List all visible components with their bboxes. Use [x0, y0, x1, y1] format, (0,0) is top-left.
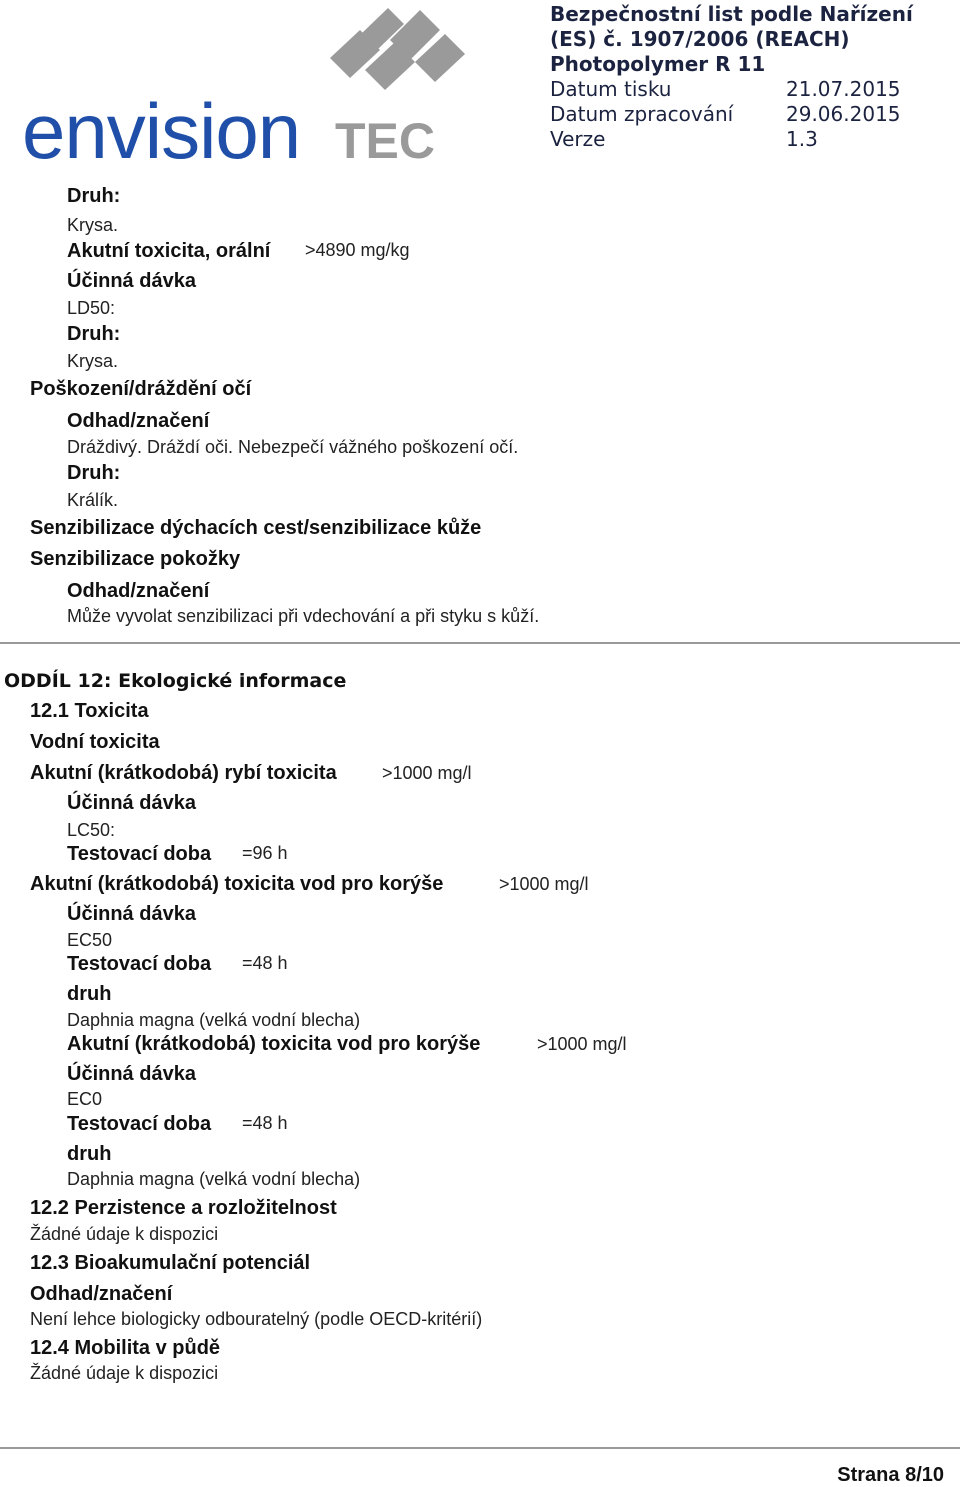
- effective-dose-value: EC0: [67, 1089, 103, 1109]
- section-divider: [0, 642, 960, 644]
- crustacean-toxicity-label: Akutní (krátkodobá) toxicita vod pro korýše: [67, 1033, 481, 1055]
- assessment-value: Není lehce biologicky odbouratelný (podle OECD-kritérií): [30, 1309, 483, 1329]
- species-label: Druh:: [67, 462, 121, 484]
- species-value: Krysa.: [67, 351, 119, 371]
- product-name: Photopolymer R 11: [550, 52, 766, 76]
- sensitization-heading: Senzibilizace dýchacích cest/senzibilizace kůže: [30, 517, 482, 539]
- effective-dose-label: Účinná dávka: [67, 270, 196, 292]
- crustacean-toxicity-value: >1000 mg/l: [537, 1034, 627, 1054]
- fish-toxicity-value: >1000 mg/l: [382, 763, 472, 783]
- effective-dose-value: LD50:: [67, 298, 116, 318]
- species-value: Daphnia magna (velká vodní blecha): [67, 1010, 361, 1030]
- effective-dose-label: Účinná dávka: [67, 903, 196, 925]
- sds-title-line1: Bezpečnostní list podle Nařízení: [550, 2, 913, 26]
- print-date-label: Datum tisku: [550, 77, 672, 101]
- eye-damage-heading: Poškození/dráždění očí: [30, 378, 252, 400]
- test-duration-value: =48 h: [242, 953, 288, 973]
- logo-mark-icon: [330, 8, 465, 90]
- effective-dose-value: LC50:: [67, 820, 116, 840]
- envisiontec-logo: [0, 0, 540, 175]
- oral-toxicity-value: >4890 mg/kg: [305, 240, 410, 260]
- document-header: [550, 2, 950, 152]
- effective-dose-label: Účinná dávka: [67, 1063, 196, 1085]
- assessment-value: Dráždivý. Dráždí oči. Nebezpečí vážného poškození očí.: [67, 437, 519, 457]
- test-duration-label: Testovací doba: [67, 953, 212, 975]
- species-label: druh: [67, 983, 112, 1005]
- test-duration-label: Testovací doba: [67, 1113, 212, 1135]
- crustacean-toxicity-value: >1000 mg/l: [499, 874, 589, 894]
- aquatic-toxicity-heading: Vodní toxicita: [30, 731, 160, 753]
- page-number: Strana 8/10: [837, 1464, 944, 1486]
- brand-suffix: TEC: [335, 113, 435, 169]
- oral-toxicity-label: Akutní toxicita, orální: [67, 240, 271, 262]
- assessment-value: Může vyvolat senzibilizaci při vdechování a při styku s kůží.: [67, 606, 540, 626]
- subsection-12-1: 12.1 Toxicita: [30, 700, 149, 722]
- version: 1.3: [786, 127, 818, 151]
- section-12-title: ODDÍL 12: Ekologické informace: [4, 670, 347, 692]
- species-label: druh: [67, 1143, 112, 1165]
- processed-date-label: Datum zpracování: [550, 102, 734, 126]
- effective-dose-value: EC50: [67, 930, 113, 950]
- assessment-label: Odhad/značení: [67, 580, 210, 602]
- mobility-value: Žádné údaje k dispozici: [30, 1363, 219, 1383]
- assessment-label: Odhad/značení: [30, 1283, 173, 1305]
- processed-date: 29.06.2015: [786, 102, 901, 126]
- subsection-12-4: 12.4 Mobilita v půdě: [30, 1337, 221, 1359]
- species-value: Daphnia magna (velká vodní blecha): [67, 1169, 361, 1189]
- test-duration-label: Testovací doba: [67, 843, 212, 865]
- print-date: 21.07.2015: [786, 77, 901, 101]
- skin-sensitization-heading: Senzibilizace pokožky: [30, 548, 241, 570]
- fish-toxicity-label: Akutní (krátkodobá) rybí toxicita: [30, 762, 337, 784]
- species-label: Druh:: [67, 185, 121, 207]
- species-value: Králík.: [67, 490, 119, 510]
- brand-main: envision: [22, 87, 301, 175]
- test-duration-value: =48 h: [242, 1113, 288, 1133]
- sds-title-line2: (ES) č. 1907/2006 (REACH): [550, 27, 850, 51]
- subsection-12-3: 12.3 Bioakumulační potenciál: [30, 1252, 311, 1274]
- test-duration-value: =96 h: [242, 843, 288, 863]
- version-label: Verze: [550, 127, 606, 151]
- effective-dose-label: Účinná dávka: [67, 792, 196, 814]
- crustacean-toxicity-label: Akutní (krátkodobá) toxicita vod pro korýše: [30, 873, 444, 895]
- species-label: Druh:: [67, 323, 121, 345]
- assessment-label: Odhad/značení: [67, 410, 210, 432]
- persistence-value: Žádné údaje k dispozici: [30, 1224, 219, 1244]
- species-value: Krysa.: [67, 215, 119, 235]
- footer-divider: [0, 1447, 960, 1449]
- subsection-12-2: 12.2 Perzistence a rozložitelnost: [30, 1197, 337, 1219]
